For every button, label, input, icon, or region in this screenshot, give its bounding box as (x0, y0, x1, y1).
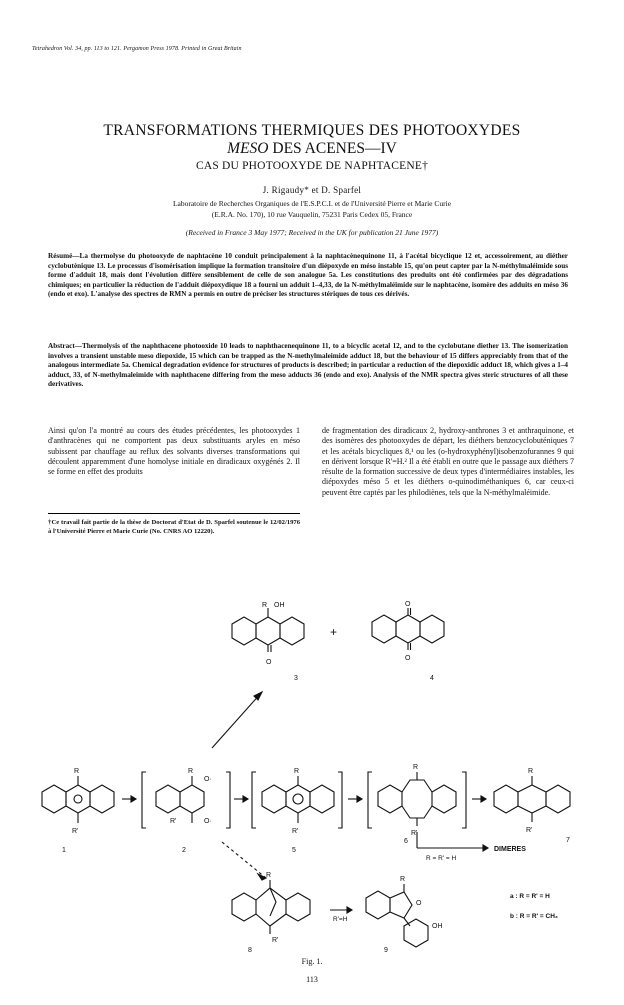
compound-label-5: 5 (292, 847, 296, 854)
reaction-scheme-figure (0, 580, 624, 955)
compound-label-9: 9 (384, 947, 388, 954)
journal-header: Tetrahedron Vol. 34, pp. 113 to 121. Pergamon Press 1978. Printed in Great Britain (32, 46, 242, 52)
article-subsubtitle: CAS DU PHOTOOXYDE DE NAPHTACENE† (195, 160, 429, 172)
compound-label-2: 2 (182, 847, 186, 854)
compound-6-rprime-label: R' (411, 830, 418, 837)
compound-label-1: 1 (62, 847, 66, 854)
compound-3-structure (232, 608, 304, 652)
compound-9-oh-label: OH (432, 923, 443, 930)
dashed-arrow-to-8 (222, 842, 266, 878)
legend-b: b : R = R' = CH₃ (510, 913, 558, 920)
arrow-8-to-9-condition: R'=H (333, 916, 348, 923)
compound-2-r-label: R (188, 768, 194, 775)
compound-1-rprime-label: R' (72, 828, 79, 835)
figure-caption: Fig. 1. (301, 957, 323, 966)
abstract-paragraph (48, 342, 568, 390)
compound-6-r-label: R (413, 764, 419, 771)
affiliation-line-1: Laboratoire de Recherches Organiques de l'E.S.P.C.I. et de l'Université Pierre et Marie Curie (172, 199, 452, 208)
article-subtitle (0, 140, 624, 158)
resume-text: —La thermolyse du photooxyde de naphtacène 10 conduit principalement à la naphtacènequinone 11, à l'acétal bicyclique 12 et, accessoirement, au diéther cyclobutènique 13. Le processus d'isomérisation implique la formation transitoire d'un diépoxyde en méso instable 15, qu'on peut capter par la N-méthylmaléimide sous forme d'adduit 18, mais dont l'évolution diffère sensiblement de celle de son analogue 5a. Les constitutions des produits ont été confirmées par des dégradations chimiques; en particulier la réduction de l'adduit diépoxydique 18 a fourni un adduit 1–4,33, de la N-méthylmaléimide sur le naphtacène, isomère des adduits en méso 36 (endo et exo). L'analyse des spectres de RMN a permis en outre de préciser les structures stériques de tous ces dérivés. (48, 252, 568, 298)
compound-label-4: 4 (430, 675, 434, 682)
compound-9-r-label: R (400, 876, 406, 883)
compound-5-r-label: R (294, 768, 300, 775)
footnote: †Ce travail fait partie de la thèse de Doctorat d'Etat de D. Sparfel soutenue le 12/02/1976 à l'Université Pierre et Marie Curie (No. CNRS AO 12220). (48, 519, 300, 535)
article-title: TRANSFORMATIONS THERMIQUES DES PHOTOOXYDES (103, 122, 521, 139)
compound-2-rprime-label: R' (170, 818, 177, 825)
subtitle-rest: DES ACENES—IV (268, 140, 397, 157)
resume-paragraph (48, 252, 568, 300)
compound-label-8: 8 (248, 947, 252, 954)
dimeres-label: DIMERES (494, 846, 526, 853)
compound-8-r-label: R (266, 872, 272, 879)
compound-4-o-bottom: O (405, 655, 411, 662)
compound-8-rprime-label: R' (272, 937, 279, 944)
compound-5-structure (252, 772, 342, 828)
dimeres-condition: R = R' = H (426, 855, 457, 862)
compound-3-oh-label: OH (274, 602, 285, 609)
resume-label: Résumé (48, 252, 73, 260)
abstract-label: Abstract (48, 342, 75, 350)
affiliation-line-2: (E.R.A. No. 170), 10 rue Vauquelin, 75231 Paris Cedex 05, France (211, 210, 413, 219)
compound-4-structure (372, 608, 444, 650)
compound-label-3: 3 (294, 675, 298, 682)
arrow-to-3 (212, 692, 262, 748)
compound-2-structure (142, 772, 230, 828)
compound-2-o-top: O· (204, 776, 212, 783)
compound-3-r-label: R (262, 602, 268, 609)
compound-6-structure (368, 772, 466, 828)
compound-7-structure (494, 776, 570, 822)
compound-9-o-label: O (416, 900, 422, 907)
authors: J. Rigaudy* et D. Sparfel (262, 185, 362, 195)
compound-3-o-label: O (266, 659, 272, 666)
compound-5-rprime-label: R' (292, 828, 299, 835)
compound-4-o-top: O (405, 601, 411, 608)
page-number: 113 (306, 975, 318, 984)
received-dates: (Received in France 3 May 1977; Received in the UK for publication 21 June 1977) (185, 228, 439, 237)
compound-1-r-label: R (74, 768, 80, 775)
body-column-right: de fragmentation des diradicaux 2, hydroxy-anthrones 3 et anthraquinone, et des isomères des photooxydes de départ, les diéthers benzocyclobuténiques 7 et les acétals bicycliques 8,¹ ou les (o-hydroxyphényl)isobenzofurannes 9 qui en dérivent lorsque R'=H.² Il a été établi en outre que le passage aux diéthers 7 résulte de la formation successive de deux types d'intermédiaires instables, les diépoxydes méso 5 et les diéthers o-quinodiméthaniques 6, car ceux-ci peuvent être captés par les philodiènes, tels que la N-méthylmaléimide. (322, 426, 574, 497)
compound-8-structure (232, 880, 310, 934)
abstract-text: —Thermolysis of the naphthacene photooxide 10 leads to naphthacenequinone 11, to a bicyclic acetal 12, and to the cyclobutane diether 13. The isomerization involves a transient unstable meso diepoxide, 15 which can be trapped as the N-methylmaleimide adduct 18, but the behaviour of 15 differs appreciably from that of the analogous intermediate 5a. Chemical degradation evidence for structures of products is described; in particular a reduction of the diepoxidic adduct 18, which gives a 1–4 adduct, 33, of N-methylmaleimide with naphthacene differing from the meso adducts 36 (endo and exo). Analysis of the NMR spectra gives steric structures of all these derivatives. (48, 342, 568, 388)
compound-2-o-bottom: O· (204, 818, 212, 825)
compound-7-rprime-label: R' (526, 827, 533, 834)
body-column-left: Ainsi qu'on l'a montré au cours des études précédentes, les photooxydes 1 d'anthracènes qui ne comportent pas deux substituants aryles en méso subissent par chauffage au reflux des solvants diverses transformations qui découlent apparemment d'une homolyse initiale en diradicaux oxygénés 2. Il se forme en effet des produits (48, 426, 300, 477)
legend-a: a : R = R' = H (510, 893, 550, 900)
compound-1-structure (42, 776, 114, 823)
footnote-rule (48, 513, 300, 514)
compound-7-r-label: R (528, 768, 534, 775)
compound-label-7: 7 (566, 837, 570, 844)
compound-label-6: 6 (404, 838, 408, 845)
compound-9-structure (366, 884, 428, 947)
subtitle-meso: MESO (227, 140, 269, 157)
plus-sign: + (330, 625, 338, 639)
